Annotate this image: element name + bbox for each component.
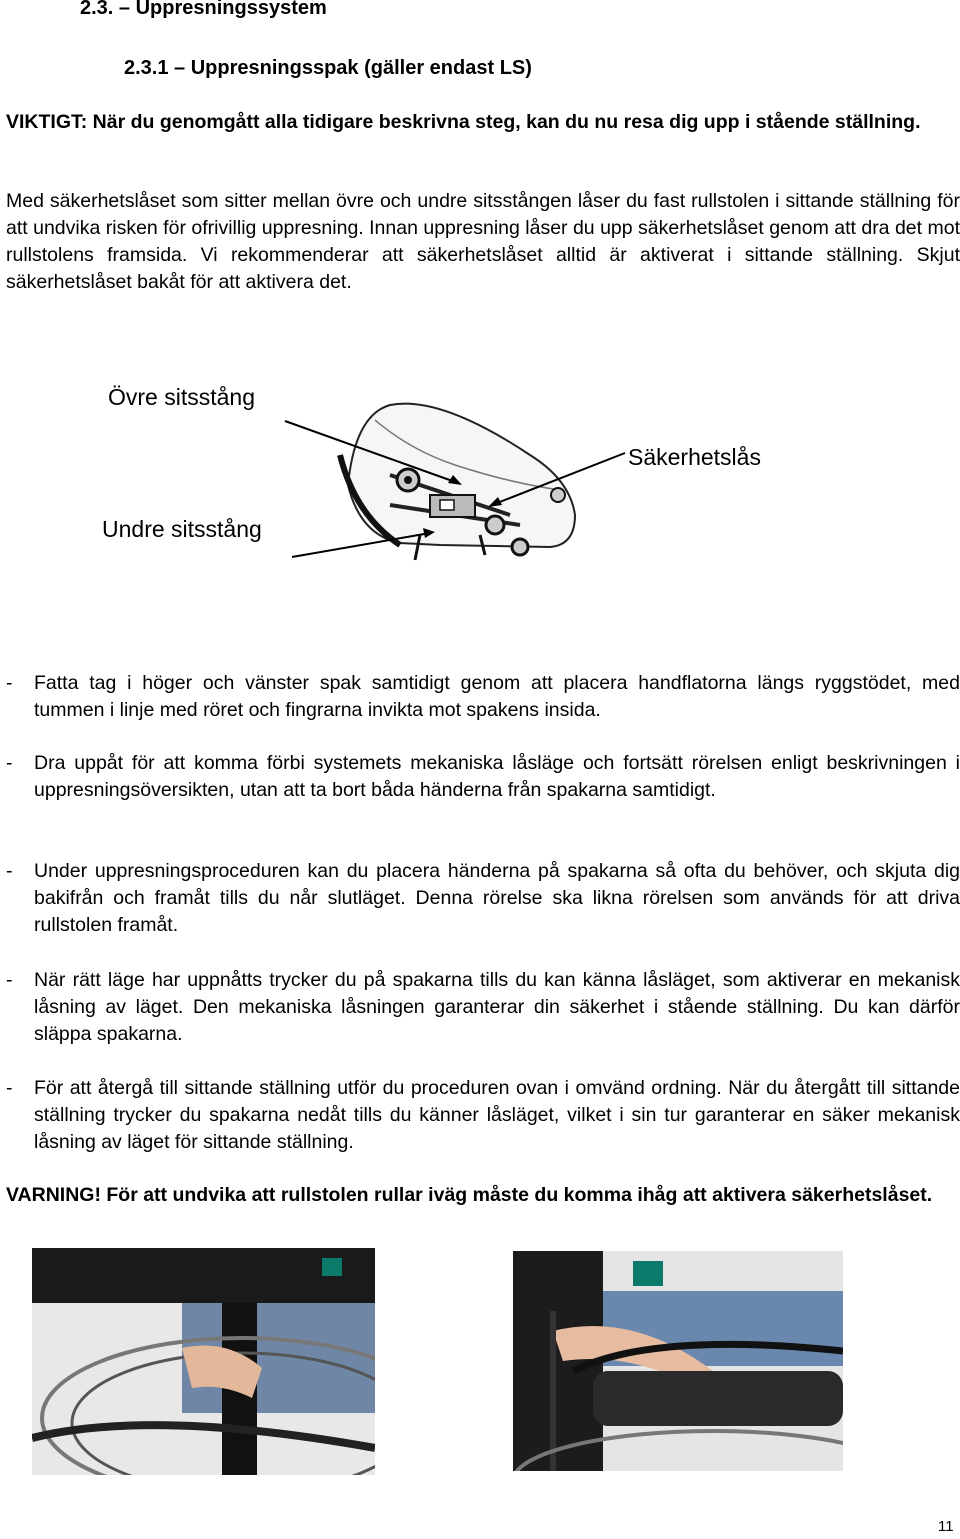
important-notice: VIKTIGT: När du genomgått alla tidigare beskrivna steg, kan du nu resa dig upp i stående ställning. [6, 111, 921, 133]
list-item: - Dra uppåt för att komma förbi systemets mekaniska låsläge och fortsätt rörelsen enligt beskrivningen i uppresningsöversikten, utan att ta bort båda händerna från spakarna samtidigt. [6, 750, 960, 804]
step-text: Under uppresningsproceduren kan du placera händerna på spakarna så ofta du behöver, och skjuta dig bakifrån och framåt tills du når slutläget. Denna rörelse ska likna rörelsen som används för att driva rullstolen framåt. [34, 860, 960, 936]
list-item: - Under uppresningsproceduren kan du placera händerna på spakarna så ofta du behöver, och skjuta dig bakifrån och framåt tills du når slutläget. Denna rörelse ska likna rörelsen som används för att driva rullstolen framåt. [6, 858, 960, 939]
step-text: För att återgå till sittande ställning utför du proceduren ovan i omvänd ordning. När du återgått till sittande ställning trycker du spakarna nedåt tills du känner låsläget, vilket i sin tur garanterar en säker mekanisk låsning av läget för sittande ställning. [34, 1077, 960, 1153]
list-item: - När rätt läge har uppnåtts trycker du på spakarna tills du kan känna låsläget, som aktiverar en mekanisk låsning av läget. Den mekaniska låsningen garanterar din säkerhet i stående ställning. Du kan därför släppa spakarna. [6, 967, 960, 1048]
label-upper-bar: Övre sitsstång [108, 384, 255, 410]
step-text: När rätt läge har uppnåtts trycker du på spakarna tills du kan känna låsläget, som aktiverar en mekanisk låsning av läget. Den mekaniska låsningen garanterar din säkerhet i stående ställning. Du kan därför släppa spakarna. [34, 969, 960, 1045]
step-text: Dra uppåt för att komma förbi systemets mekaniska låsläge och fortsätt rörelsen enligt beskrivningen i uppresningsöversikten, utan att ta bort båda händerna från spakarna samtidigt. [34, 752, 960, 801]
label-safety-lock: Säkerhetslås [628, 444, 761, 470]
seat-mechanism-illustration [280, 395, 630, 565]
photo-hands-on-levers-right [513, 1251, 843, 1471]
list-item: - Fatta tag i höger och vänster spak samtidigt genom att placera handflatorna längs ryggstödet, med tummen i linje med röret och fingrarna invikta mot spakens insida. [6, 670, 960, 724]
subsection-heading: 2.3.1 – Uppresningsspak (gäller endast LS) [124, 57, 532, 79]
intro-paragraph: Med säkerhetslåset som sitter mellan övre och undre sitsstången låser du fast rullstolen i sittande ställning för att undvika risken för ofrivillig uppresning. Innan uppresning låser du upp säkerhetslåset genom att dra det mot rullstolens framsida. Vi rekommenderar att säkerhetslåset alltid är aktiverat i sittande ställning. Skjut säkerhetslåset bakåt för att aktivera det. [6, 190, 960, 293]
list-item: - För att återgå till sittande ställning utför du proceduren ovan i omvänd ordning. När du återgått till sittande ställning trycker du spakarna nedåt tills du känner låsläget, vilket i sin tur garanterar en säker mekanisk låsning av läget för sittande ställning. [6, 1075, 960, 1156]
step-text: Fatta tag i höger och vänster spak samtidigt genom att placera handflatorna längs ryggstödet, med tummen i linje med röret och fingrarna invikta mot spakens insida. [34, 672, 960, 721]
warning-notice: VARNING! För att undvika att rullstolen rullar iväg måste du komma ihåg att aktivera säkerhetslåset. [6, 1184, 933, 1206]
photo-hands-on-levers-left [32, 1248, 375, 1475]
label-lower-bar: Undre sitsstång [102, 516, 262, 542]
section-heading: 2.3. – Uppresningssystem [80, 0, 327, 19]
page-number: 11 [938, 1518, 954, 1535]
